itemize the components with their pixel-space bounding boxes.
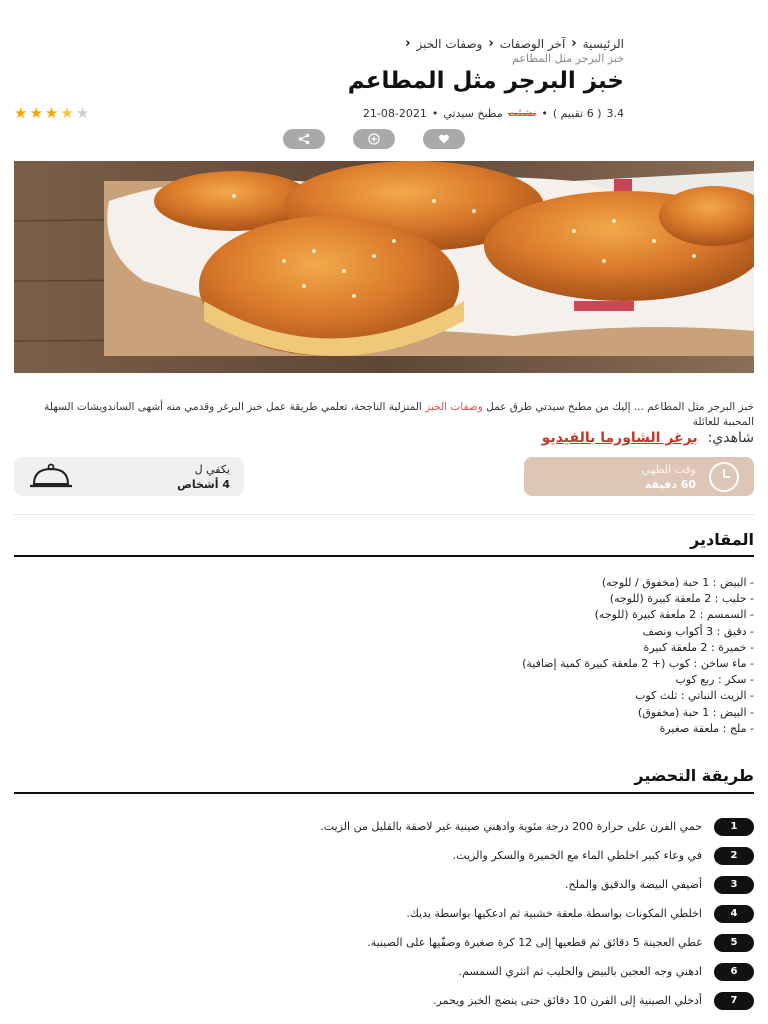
- divider: [14, 514, 754, 515]
- breadcrumb-bread-recipes[interactable]: وصفات الخبز: [416, 36, 483, 51]
- serving-dish-icon: [28, 463, 74, 491]
- method-title: طريقة التحضير: [634, 766, 754, 785]
- bread-recipes-link[interactable]: وصفات الخبز: [425, 401, 483, 413]
- ingredient-item: - خميرة : 2 ملعقة كبيرة: [522, 640, 754, 656]
- share-button[interactable]: [283, 129, 325, 149]
- ingredient-item: - البيض : 1 حبة (مخفوق): [522, 705, 754, 721]
- servings-card: [14, 457, 244, 496]
- step-text: اخلطي المكونات بواسطة ملعقة خشبية ثم ادعكيها بواسطة يديك.: [406, 907, 702, 920]
- star-full-icon: ★: [29, 104, 43, 122]
- recipe-actions: [283, 129, 465, 149]
- ingredient-item: - السمسم : 2 ملعقة كبيرة (للوجه): [522, 607, 754, 623]
- chevron-left-icon: ‹: [405, 36, 411, 51]
- bullet: •: [541, 107, 548, 120]
- clock-icon: [708, 461, 740, 493]
- step-text: أضيفي البيضة والدقيق والملح.: [565, 878, 702, 891]
- recipe-intro: [14, 400, 754, 430]
- ingredients-title: المقادير: [690, 530, 754, 549]
- breadcrumb: [405, 36, 624, 51]
- step-number: 4: [714, 905, 754, 923]
- watch-video: [542, 430, 754, 446]
- step-item: [14, 928, 754, 957]
- recipe-source[interactable]: مطبخ سيدتي: [443, 107, 503, 120]
- rating-stars[interactable]: [14, 104, 89, 122]
- breadcrumb-home[interactable]: الرئيسية: [582, 36, 624, 51]
- chevron-left-icon: ‹: [571, 36, 577, 51]
- step-item: [14, 899, 754, 928]
- breadcrumb-latest-recipes[interactable]: آخر الوصفات: [499, 36, 566, 51]
- step-item: [14, 812, 754, 841]
- plus-icon: [368, 133, 380, 145]
- step-number: 2: [714, 847, 754, 865]
- cooking-time-card: [524, 457, 754, 496]
- heart-icon: [438, 133, 450, 145]
- star-half-icon: ★: [60, 104, 74, 122]
- servings-value: 4 أشخاص: [177, 477, 230, 491]
- ingredient-item: - سكر : ربع كوب: [522, 672, 754, 688]
- cooking-time-value: 60 دقيقة: [644, 477, 696, 491]
- step-text: حمي الفرن على حرارة 200 درجة مئوية وادهني صينية غير لاصقة بالقليل من الزيت.: [320, 820, 702, 833]
- step-number: 5: [714, 934, 754, 952]
- bullet: •: [431, 107, 439, 120]
- recipe-photo: [14, 161, 754, 373]
- intro-text-end: المنزلية الناجحة، تعلمي طريقة عمل خبز البرغر وقدمي منه أشهى الساندويشات السهلة المحببة للعائلة: [44, 401, 754, 428]
- share-icon: [298, 133, 310, 145]
- ingredient-item: - ملح : ملعقة صغيرة: [522, 721, 754, 737]
- breadcrumb-current: خبز البرجر مثل المطاعم: [512, 52, 624, 65]
- method-steps: [14, 812, 754, 1015]
- step-text: في وعاء كبير اخلطي الماء مع الخميرة والسكر والزيت.: [452, 849, 702, 862]
- burger-buns-image: [14, 161, 754, 373]
- ingredients-divider: [14, 555, 754, 557]
- ingredient-item: - الزيت النباتي : ثلث كوب: [522, 688, 754, 704]
- add-to-list-button[interactable]: [353, 129, 395, 149]
- ingredient-item: - البيض : 1 حبة (مخفوق / للوجه): [522, 575, 754, 591]
- step-number: 7: [714, 992, 754, 1010]
- ratings-count[interactable]: ( 6 تقييم ): [552, 107, 602, 120]
- step-item: [14, 870, 754, 899]
- ingredients-list: [522, 575, 754, 737]
- step-number: 1: [714, 818, 754, 836]
- servings-label: يكفي ل: [194, 462, 230, 476]
- recipe-meta: [363, 107, 624, 120]
- step-item: [14, 986, 754, 1015]
- step-item: [14, 957, 754, 986]
- step-number: 3: [714, 876, 754, 894]
- method-divider: [14, 792, 754, 794]
- star-empty-icon: ★: [75, 104, 90, 122]
- source-logo: نشئت: [507, 108, 537, 119]
- ingredient-item: - حليب : 2 ملعقة كبيرة (للوجه): [522, 591, 754, 607]
- intro-text-start: خبز البرجر مثل المطاعم ... إليك من مطبخ سيدتي طرق عمل: [486, 401, 754, 413]
- page-title: خبز البرجر مثل المطاعم: [347, 68, 624, 94]
- favorite-button[interactable]: [423, 129, 465, 149]
- ingredient-item: - دقيق : 3 أكواب ونصف: [522, 624, 754, 640]
- watch-label: شاهدي:: [707, 430, 754, 446]
- recipe-date: 21-08-2021: [362, 107, 427, 120]
- step-text: ادهني وجه العجين بالبيض والحليب ثم انثري السمسم.: [458, 965, 702, 978]
- chevron-left-icon: ‹: [488, 36, 494, 51]
- step-text: أدخلي الصينية إلى الفرن 10 دقائق حتى ينضج الخبز ويحمر.: [433, 994, 702, 1007]
- star-full-icon: ★: [14, 104, 28, 122]
- step-text: غطي العجينة 5 دقائق ثم قطعيها إلى 12 كرة صغيرة وصفّيها على الصينية.: [367, 936, 702, 949]
- rating-value: 3.4: [606, 107, 624, 120]
- video-link[interactable]: برغر الشاورما بالفيديو: [541, 430, 698, 446]
- ingredient-item: - ماء ساخن : كوب (+ 2 ملعقة كبيرة كمية إضافية): [522, 656, 754, 672]
- step-number: 6: [714, 963, 754, 981]
- step-item: [14, 841, 754, 870]
- cooking-time-label: وقت الطهي: [641, 462, 696, 476]
- star-full-icon: ★: [44, 104, 59, 122]
